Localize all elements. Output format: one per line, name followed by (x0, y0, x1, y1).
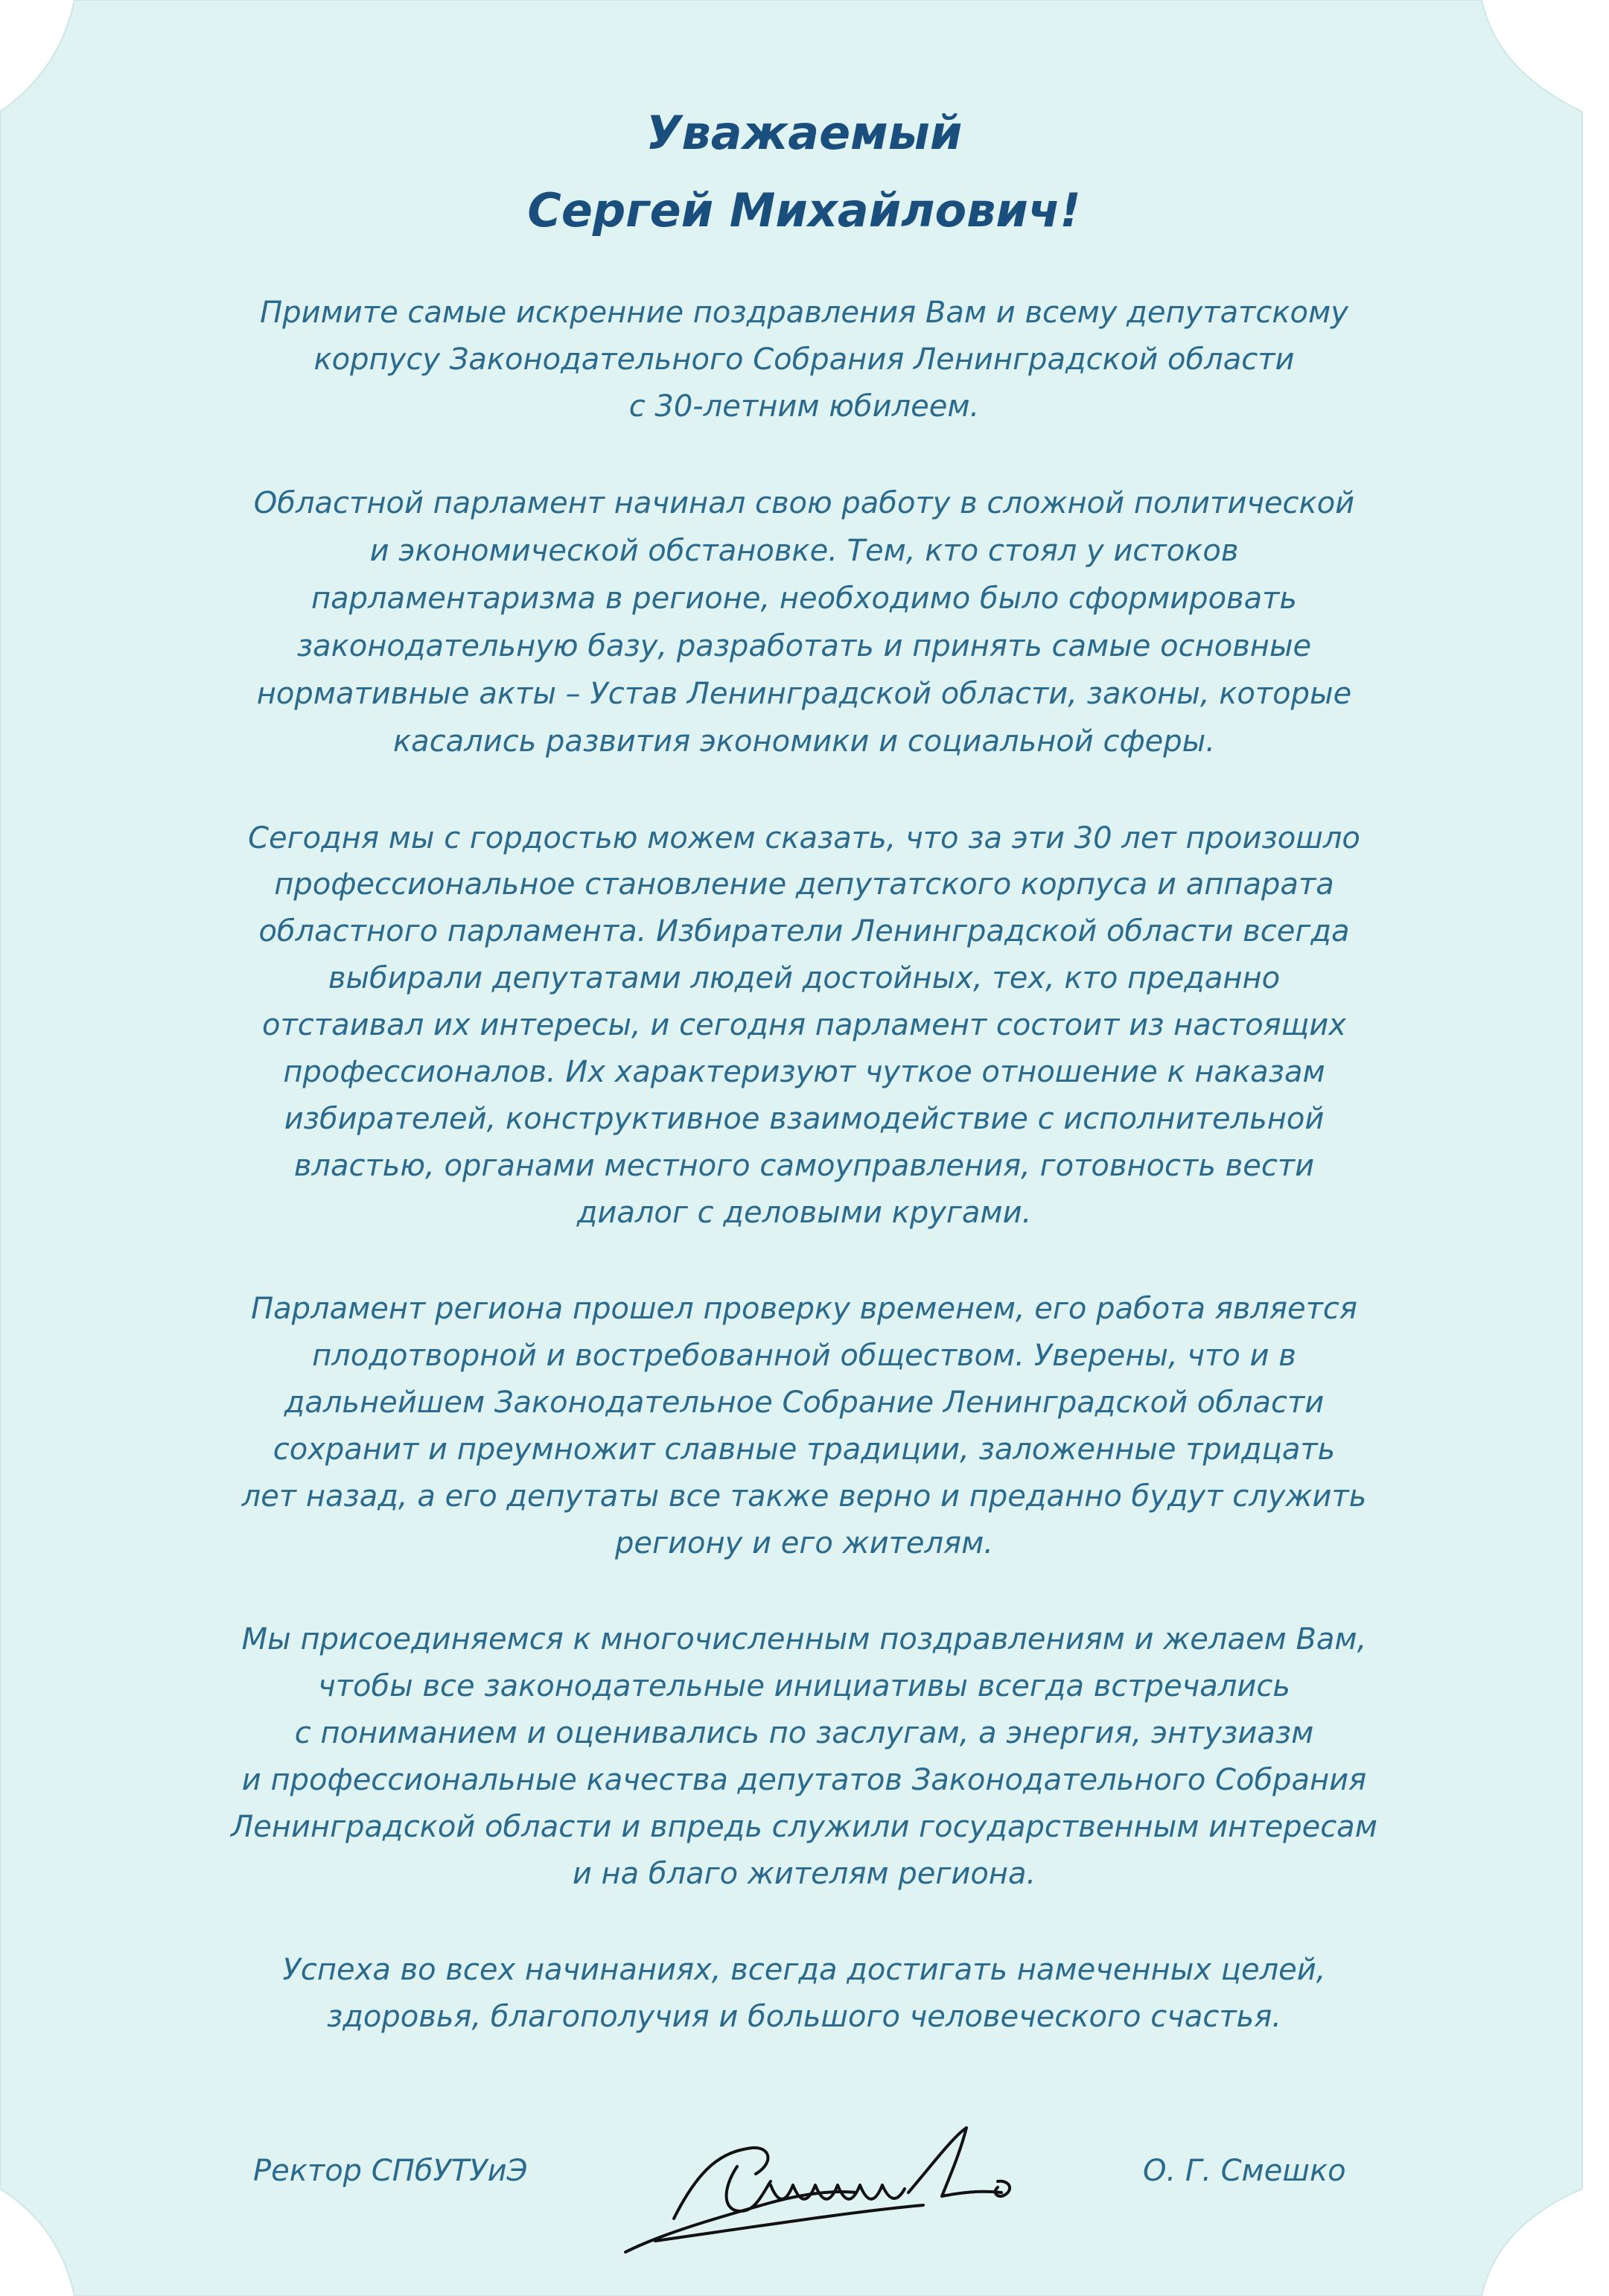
text-line: и профессиональные качества депутатов Законодательного Собрания (241, 1763, 1367, 1797)
text-line: диалог с деловыми кругами. (576, 1196, 1032, 1230)
text-line: и экономической обстановке. Тем, кто стоял у истоков (369, 534, 1239, 568)
text-line: нормативные акты – Устав Ленинградской области, законы, которые (256, 677, 1352, 711)
text-line: корпусу Законодательного Собрания Ленинградской области (313, 342, 1295, 377)
text-line: отстаивал их интересы, и сегодня парламент состоит из настоящих (262, 1008, 1346, 1042)
text-line: здоровья, благополучия и большого человеческого счастья. (327, 2000, 1281, 2034)
text-line: Мы присоединяемся к многочисленным поздравлениям и желаем Вам, (241, 1622, 1367, 1656)
text-line: плодотворной и востребованной обществом. Уверены, что и в (312, 1339, 1296, 1373)
text-line: выбирали депутатами людей достойных, тех, кто преданно (328, 961, 1281, 995)
text-line: региону и его жителям. (614, 1526, 993, 1560)
text-line: дальнейшем Законодательное Собрание Ленинградской области (284, 1385, 1325, 1420)
text-line: и на благо жителям региона. (572, 1857, 1036, 1891)
text-line: сохранит и преумножит славные традиции, заложенные тридцать (273, 1432, 1336, 1467)
handwritten-signature (611, 2122, 1027, 2271)
text-line: Сегодня мы с гордостью можем сказать, что за эти 30 лет произошло (248, 821, 1360, 855)
signer-name: О. Г. Смешко (1143, 2154, 1346, 2188)
text-line: с 30-летним юбилеем. (628, 389, 980, 424)
letter-content (104, 0, 1504, 2296)
salutation-line: Сергей Михайлович! (527, 183, 1081, 237)
text-line: Успеха во всех начинаниях, всегда достигать намеченных целей, (282, 1953, 1326, 1987)
text-line: с пониманием и оценивались по заслугам, а энергия, энтузиазм (294, 1716, 1314, 1750)
signer-position: Ректор СПбУТУиЭ (253, 2154, 528, 2188)
text-line: избирателей, конструктивное взаимодействие с исполнительной (284, 1102, 1325, 1136)
text-line: чтобы все законодательные инициативы всегда встречались (318, 1669, 1290, 1703)
text-line: парламентаризма в регионе, необходимо было сформировать (310, 581, 1298, 616)
text-line: Областной парламент начинал свою работу в сложной политической (253, 486, 1355, 520)
text-line: областного парламента. Избиратели Ленинградской области всегда (258, 914, 1350, 948)
text-line: Ленинградской области и впредь служили государственным интересам (231, 1810, 1377, 1844)
text-line: властью, органами местного самоуправления, готовность вести (293, 1149, 1315, 1183)
text-line: касались развития экономики и социальной сферы. (393, 724, 1215, 759)
text-line: профессиональное становление депутатского корпуса и аппарата (274, 867, 1334, 902)
text-line: профессионалов. Их характеризуют чуткое отношение к наказам (283, 1055, 1325, 1089)
text-line: лет назад, а его депутаты все также верно и преданно будут служить (241, 1479, 1367, 1514)
text-line: законодательную базу, разработать и принять самые основные (296, 629, 1312, 663)
salutation-line: Уважаемый (646, 106, 963, 160)
text-line: Парламент региона прошел проверку временем, его работа является (251, 1292, 1357, 1326)
text-line: Примите самые искренние поздравления Вам и всему депутатскому (260, 296, 1348, 330)
